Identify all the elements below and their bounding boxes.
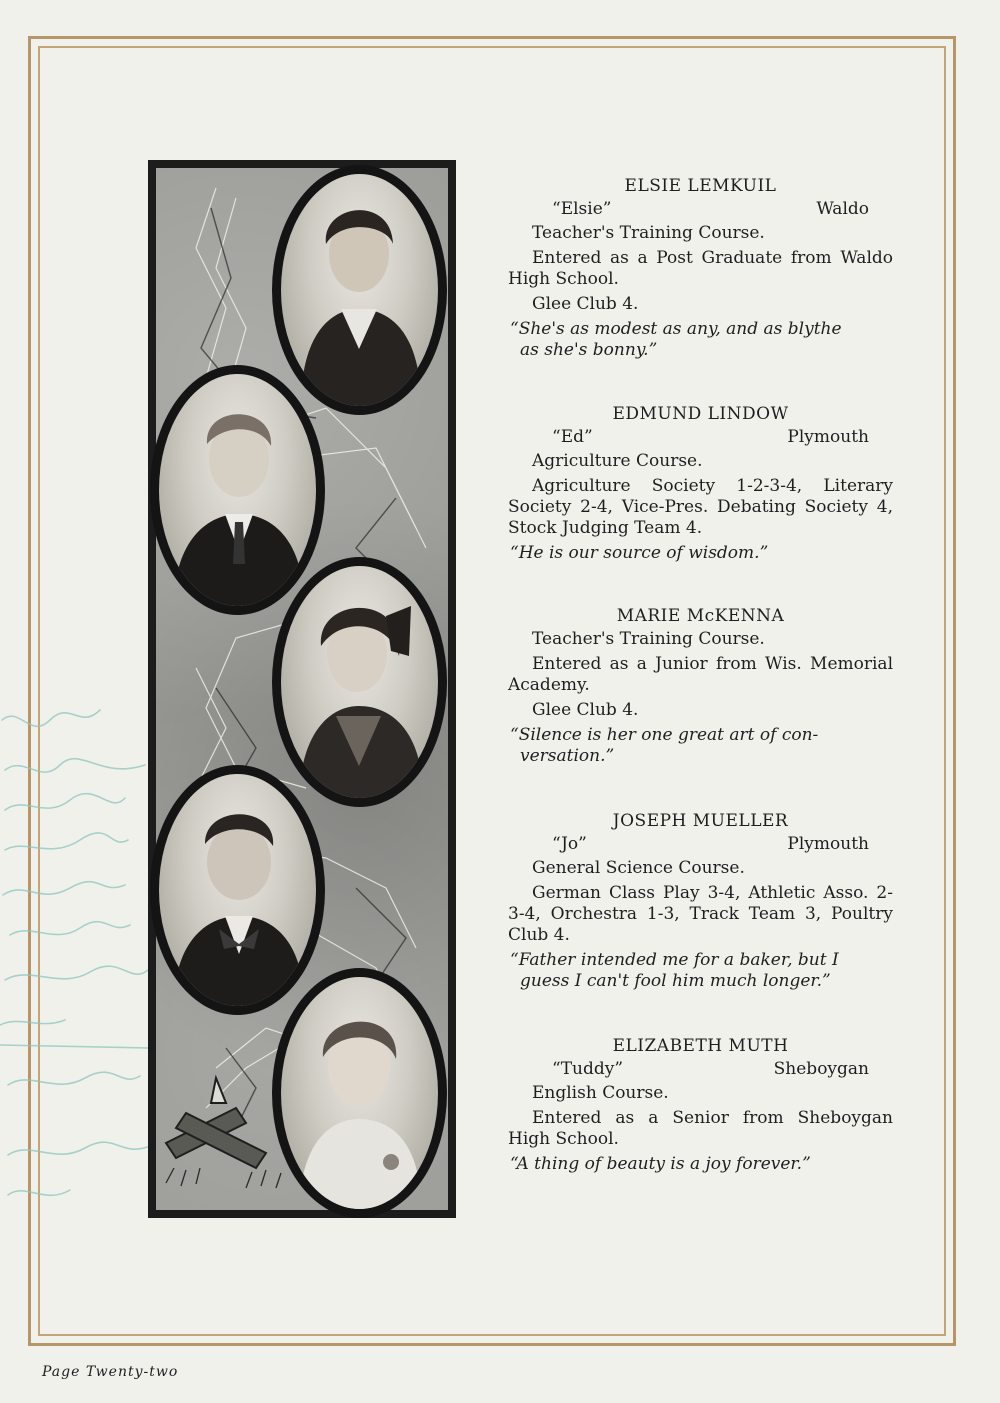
handwriting-bleed-through <box>0 700 150 1220</box>
student-quote <box>508 950 893 992</box>
portrait-strip <box>148 160 456 1218</box>
nickname-row <box>508 832 893 856</box>
portrait-joseph-mueller <box>150 765 325 1015</box>
nickname-row <box>508 197 893 221</box>
student-hometown: Sheboygan <box>773 1059 869 1079</box>
student-nickname: “Jo” <box>552 834 587 854</box>
entry-joseph-mueller <box>508 810 893 992</box>
student-name: ELIZABETH MUTH <box>612 1036 789 1056</box>
student-name: JOSEPH MUELLER <box>612 811 789 831</box>
quote-line-1: “She's as modest as any, and as blythe <box>510 319 842 339</box>
student-hometown: Waldo <box>816 199 869 219</box>
student-quote <box>508 725 893 767</box>
portrait-elizabeth-muth <box>272 968 447 1218</box>
entry-elizabeth-muth <box>508 1035 893 1175</box>
student-hometown: Plymouth <box>787 427 869 447</box>
student-hometown: Plymouth <box>787 834 869 854</box>
student-nickname: “Tuddy” <box>552 1059 624 1079</box>
entry-elsie-lemkuil <box>508 175 893 361</box>
course: Teacher's Training Course. <box>532 629 765 649</box>
course: General Science Course. <box>532 858 745 878</box>
student-name: ELSIE LEMKUIL <box>624 176 777 196</box>
activities: German Class Play 3-4, Athletic Asso. 2-3-4, Orchestra 1-3, Track Team 3, Poultry Club 4. <box>508 883 893 945</box>
entry-note: Entered as a Junior from Wis. Memorial Academy. <box>508 654 893 695</box>
quote-line-1: “Silence is her one great art of con- <box>510 725 819 745</box>
portrait-edmund-lindow <box>150 365 325 615</box>
entry-note: Entered as a Senior from Sheboygan High School. <box>508 1108 893 1149</box>
quote-line-1: “Father intended me for a baker, but I <box>510 950 839 970</box>
course: Agriculture Course. <box>532 451 703 471</box>
quote-line-1: “A thing of beauty is a joy forever.” <box>510 1154 811 1174</box>
quote-line-2: as she's bonny.” <box>520 340 658 360</box>
entry-note: Entered as a Post Graduate from Waldo High School. <box>508 248 893 289</box>
nickname-row <box>508 425 893 449</box>
student-name: MARIE McKENNA <box>616 606 785 626</box>
student-quote <box>508 543 893 564</box>
nickname-row <box>508 1057 893 1081</box>
course: Teacher's Training Course. <box>532 223 765 243</box>
student-name: EDMUND LINDOW <box>612 404 789 424</box>
entry-edmund-lindow <box>508 403 893 564</box>
activities: Agriculture Society 1-2-3-4, Literary Society 2-4, Vice-Pres. Debating Society 4, Stock Judging Team 4. <box>508 476 893 538</box>
quote-line-2: versation.” <box>520 746 615 766</box>
student-nickname: “Elsie” <box>552 199 612 219</box>
student-nickname: “Ed” <box>552 427 593 447</box>
student-quote <box>508 319 893 361</box>
quote-line-1: “He is our source of wisdom.” <box>510 543 769 563</box>
entry-marie-mckenna <box>508 605 893 767</box>
activities: Glee Club 4. <box>532 294 639 314</box>
activities: Glee Club 4. <box>532 700 639 720</box>
quote-line-2: guess I can't fool him much longer.” <box>520 971 831 991</box>
page-number: Page Twenty-two <box>42 1364 179 1380</box>
course: English Course. <box>532 1083 669 1103</box>
portrait-elsie-lemkuil <box>272 165 447 415</box>
student-quote <box>508 1154 893 1175</box>
campfire-icon <box>166 1078 266 1168</box>
portrait-marie-mckenna <box>272 557 447 807</box>
